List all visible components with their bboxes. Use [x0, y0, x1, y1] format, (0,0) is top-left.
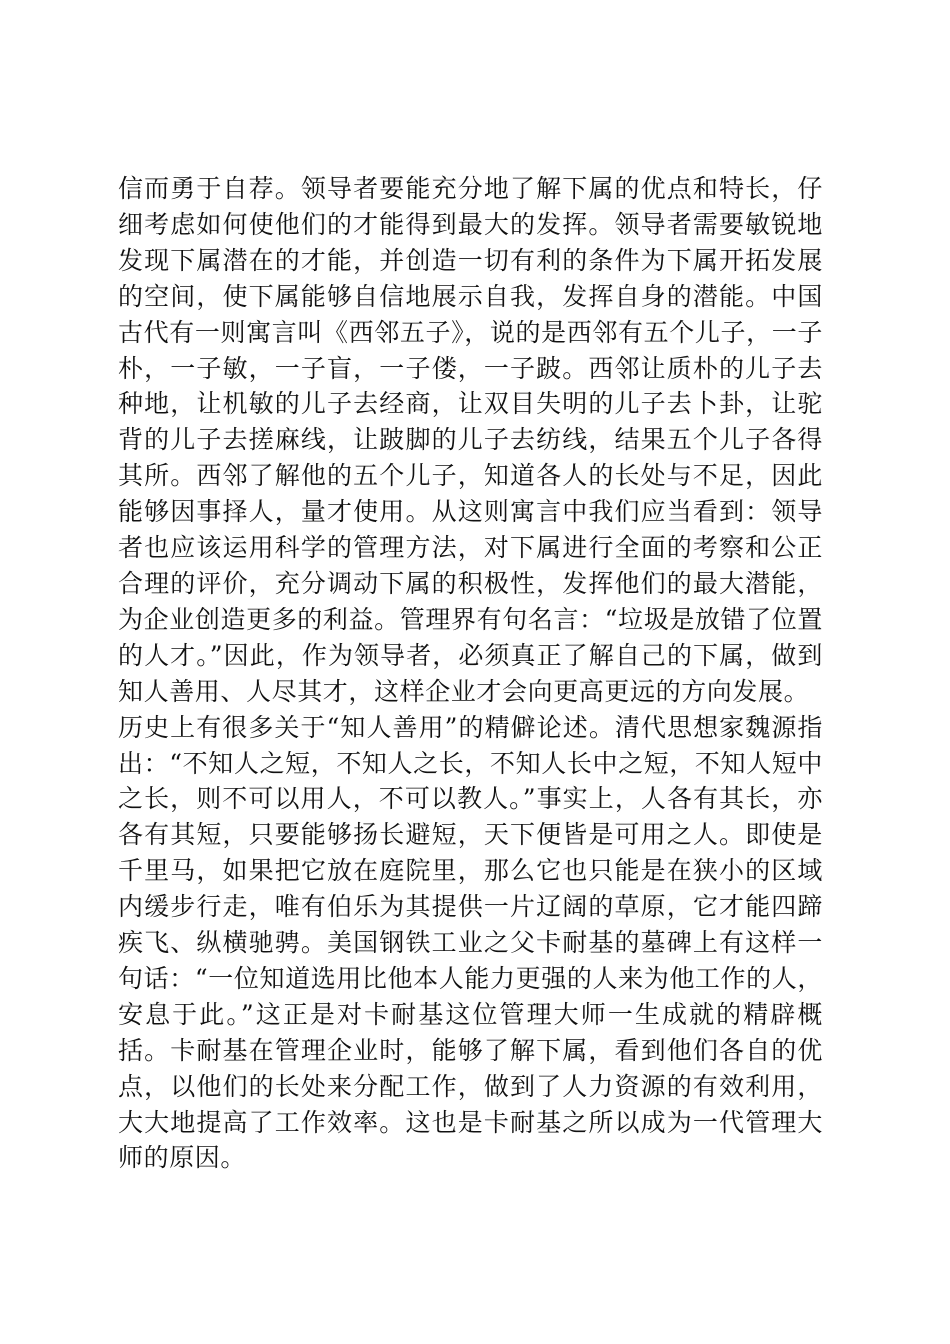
body-text: [118, 171, 823, 1176]
paragraph-1: 信而勇于自荐。领导者要能充分地了解下属的优点和特长，仔细考虑如何使他们的才能得到最大的发挥。领导者需要敏锐地发现下属潜在的才能，并创造一切有利的条件为下属开拓发展的空间，使下属能够自信地展示自我，发挥自身的潜能。中国古代有一则寓言叫《西邻五子》，说的是西邻有五个儿子，一子朴，一子敏，一子盲，一子偻，一子跛。西邻让质朴的儿子去种地，让机敏的儿子去经商，让双目失明的儿子去卜卦，让驼背的儿子去搓麻线，让跛脚的儿子去纺线，结果五个儿子各得其所。西邻了解他的五个儿子，知道各人的长处与不足，因此能够因事择人，量才使用。从这则寓言中我们应当看到：领导者也应该运用科学的管理方法，对下属进行全面的考察和公正合理的评价，充分调动下属的积极性，发挥他们的最大潜能，为企业创造更多的利益。管理界有句名言：“垃圾是放错了位置的人才。”因此，作为领导者，必须真正了解自己的下属，做到知人善用、人尽其才，这样企业才会向更高更远的方向发展。: [118, 174, 823, 706]
paragraph-2: 历史上有很多关于“知人善用”的精僻论述。清代思想家魏源指出：“不知人之短，不知人之长，不知人长中之短，不知人短中之长，则不可以用人，不可以教人。”事实上，人各有其长，亦各有其短，只要能够扬长避短，天下便皆是可用之人。即使是千里马，如果把它放在庭院里，那么它也只能是在狭小的区域内缓步行走，唯有伯乐为其提供一片辽阔的草原，它才能四蹄疾飞、纵横驰骋。美国钢铁工业之父卡耐基的墓碑上有这样一句话：“一位知道选用比他本人能力更强的人来为他工作的人，安息于此。”这正是对卡耐基这位管理大师一生成就的精辟概括。卡耐基在管理企业时，能够了解下属，看到他们各自的优点，以他们的长处来分配工作，做到了人力资源的有效利用，大大地提高了工作效率。这也是卡耐基之所以成为一代管理大师的原因。: [118, 712, 823, 1173]
